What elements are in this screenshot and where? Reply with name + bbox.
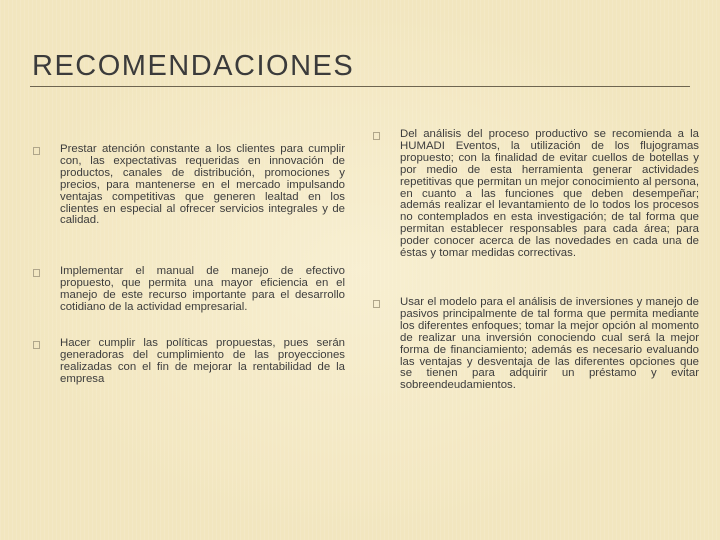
square-bullet-icon — [33, 341, 40, 349]
slide-title: RECOMENDACIONES — [32, 50, 355, 82]
title-underline — [30, 86, 690, 87]
left-bullet-text-2: Implementar el manual de manejo de efectivo propuesto, que permita una mayor eficiencia en el manejo de este recurso importante para el desarrollo cotidiano de la actividad empresarial. — [60, 265, 345, 313]
right-bullet-text-2: Usar el modelo para el análisis de inversiones y manejo de pasivos principalmente de tal forma que permita mediante los diferentes enfoques; tomar la mejor opción al momento de realizar una inversión conociendo cual será la mejor forma de financiamiento; además es necesario evaluando las ventajas y desventaja de las diferentes opciones que se tienen para adquirir un préstamo y evitar sobreendeudamientos. — [400, 296, 699, 392]
left-bullet-text-1: Prestar atención constante a los clientes para cumplir con, las expectativas requeridas en innovación de productos, canales de distribución, promociones y precios, para mantenerse en el mercado impulsando ventajas competitivas que generen lealtad en los clientes en especial al ofrecer servicios integrales y de calidad. — [60, 143, 345, 227]
square-bullet-icon — [373, 132, 380, 140]
left-bullet-text-3: Hacer cumplir las políticas propuestas, pues serán generadoras del cumplimiento de las proyecciones realizadas con el fin de mejorar la rentabilidad de la empresa — [60, 337, 345, 385]
square-bullet-icon — [373, 300, 380, 308]
square-bullet-icon — [33, 147, 40, 155]
right-bullet-text-1: Del análisis del proceso productivo se recomienda a la HUMADI Eventos, la utilización de los flujogramas propuesto; con la finalidad de evitar cuellos de botellas y por medio de esta herramienta generar actividades repetitivas que permitan un mejor conocimiento al persona, en cuanto a las funciones que deben desempeñar; además realizar el levantamiento de lo todos los procesos no contemplados en esta investigación; de tal forma que permitan establecer responsables para cada área; para poder conocer acerca de las novedades en cada una de éstas y tomar medidas correctivas. — [400, 128, 699, 260]
square-bullet-icon — [33, 269, 40, 277]
